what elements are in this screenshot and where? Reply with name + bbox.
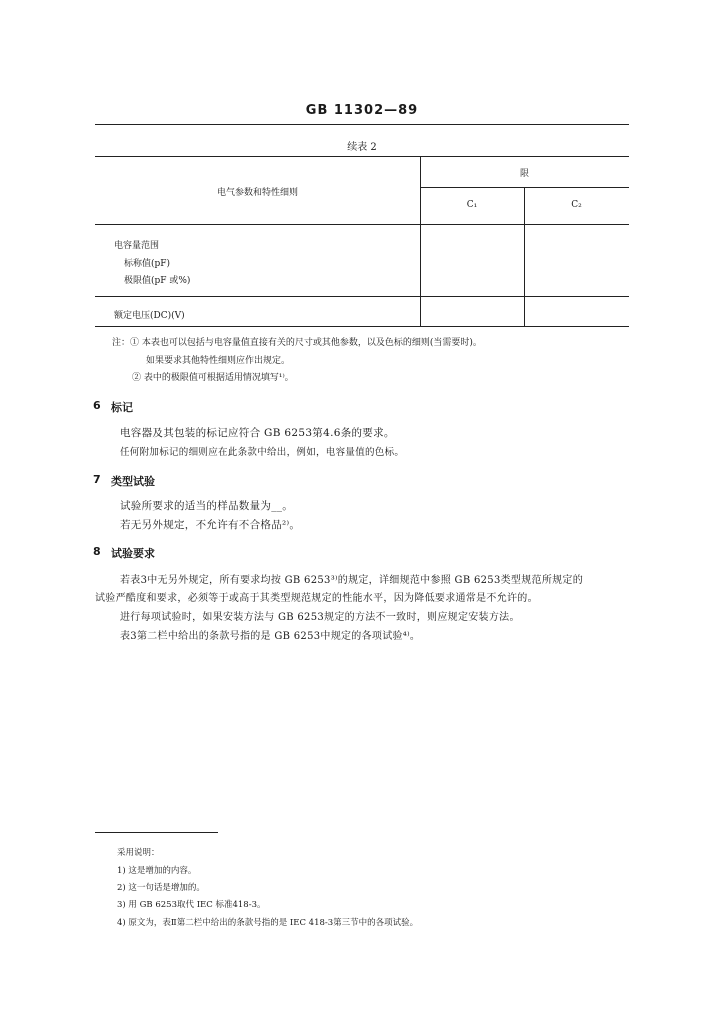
section-paragraph: 若表3中无另外规定，所有要求均按 GB 6253³⁾的规定，详细规范中参照 GB 6253类型规范所规定的 xyxy=(120,575,584,586)
section-number: 7 xyxy=(93,473,101,486)
table-header-rule xyxy=(95,224,629,225)
footnote-heading: 采用说明： xyxy=(117,848,160,858)
table-col-c2: C₂ xyxy=(571,200,582,210)
table-row-rule xyxy=(95,296,629,297)
table-group-header: 限 xyxy=(519,169,529,179)
table-row-header: 电气参数和特性细则 xyxy=(216,188,298,198)
table-bottom-rule xyxy=(95,326,629,327)
table-note: 注：① 本表也可以包括与电容量值直接有关的尺寸或其他参数，以及色标的细则(当需要时)。 xyxy=(112,338,482,348)
footnote-item: 1) 这是增加的内容。 xyxy=(117,866,197,876)
section-paragraph: 试验所要求的适当的样品数量为__。 xyxy=(120,500,294,512)
table-row-subitem: 标称值(pF) xyxy=(124,259,171,269)
section-paragraph: 若无另外规定，不允许有不合格品²⁾。 xyxy=(120,519,301,531)
section-paragraph: 任何附加标记的细则应在此条款中给出，例如，电容量值的色标。 xyxy=(120,447,405,458)
header-rule xyxy=(95,124,629,125)
section-number: 8 xyxy=(93,545,101,558)
table-col-c1: C₁ xyxy=(466,200,478,210)
table-divider-main xyxy=(420,156,421,326)
table-row-title: 额定电压(DC)(V) xyxy=(114,311,185,321)
table-note: ② 表中的极限值可根据适用情况填写¹⁾。 xyxy=(132,373,294,383)
table-row-subitem: 极限值(pF 或%) xyxy=(124,276,191,286)
section-paragraph: 电容器及其包装的标记应符合 GB 6253第4.6条的要求。 xyxy=(120,427,395,439)
section-number: 6 xyxy=(93,399,101,412)
footnote-item: 2) 这一句话是增加的。 xyxy=(117,883,205,893)
footnote-item: 3) 用 GB 6253取代 IEC 标准418-3。 xyxy=(117,900,266,910)
section-title: 标记 xyxy=(111,401,133,414)
section-paragraph: 试验严酷度和要求，必须等于或高于其类型规范规定的性能水平，因为降低要求通常是不允许的。 xyxy=(95,593,538,604)
table-caption: 续表 2 xyxy=(347,142,377,153)
section-paragraph: 进行每项试验时，如果安装方法与 GB 6253规定的方法不一致时，则应规定安装方法。 xyxy=(120,612,520,623)
standard-code: GB 11302—89 xyxy=(305,103,419,118)
section-title: 试验要求 xyxy=(111,547,155,560)
section-title: 类型试验 xyxy=(111,475,155,488)
table-top-rule xyxy=(95,156,629,157)
table-row-title: 电容量范围 xyxy=(114,241,160,251)
table-note: 如果要求其他特性细则应作出规定。 xyxy=(146,356,291,366)
footnote-item: 4) 原文为，表Ⅱ第二栏中给出的条款号指的是 IEC 418-3第三节中的各项试验。 xyxy=(117,918,419,928)
footnote-rule xyxy=(95,832,218,833)
section-paragraph: 表3第二栏中给出的条款号指的是 GB 6253中规定的各项试验⁴⁾。 xyxy=(120,631,421,642)
